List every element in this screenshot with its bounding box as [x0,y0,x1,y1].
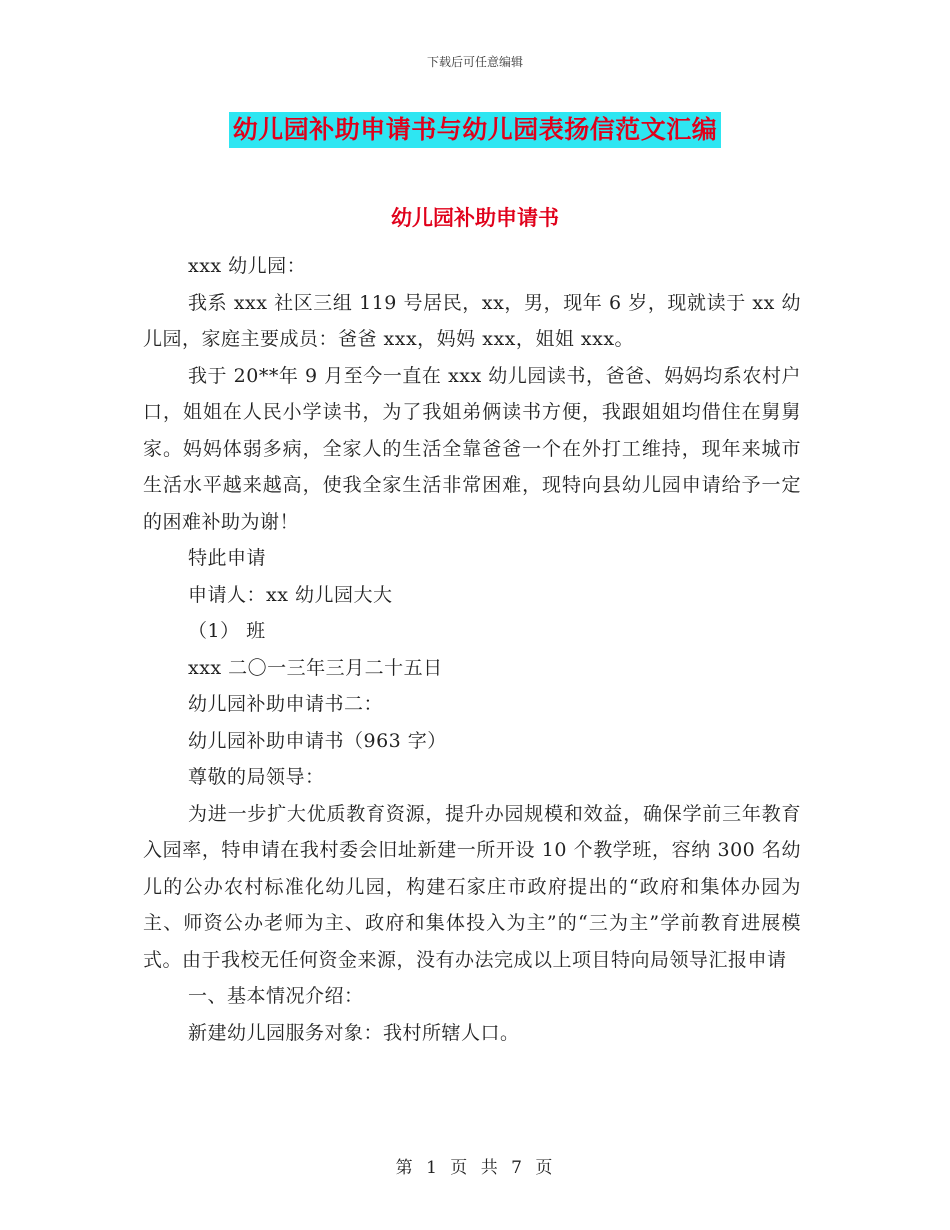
paragraph: 幼儿园补助申请书二： [188,693,384,715]
header-note: 下载后可任意编辑 [426,55,523,69]
section-title: 幼儿园补助申请书 [391,206,559,230]
document-title-text: 幼儿园补助申请书与幼儿园表扬信范文汇编 [229,112,722,148]
paragraph: xxx 二〇一三年三月二十五日 [188,656,443,679]
paragraph: 我于 20**年 9 月至今一直在 xxx 幼儿园读书，爸爸、妈妈均系农村户口，姐姐在人民小学读书，为了我姐弟俩读书方便，我跟姐姐均借住在舅舅家。妈妈体弱多病，全家人的生活全靠爸爸一个在外打工维持，现年来城市生活水平越来越高，使我全家生活非常困难，现特向县幼儿园申请给予一定的困难补助为谢！ [143,364,801,533]
paragraph: （1） 班 [188,620,266,642]
paragraph: 尊敬的局领导： [188,766,325,788]
document-title [0,112,950,148]
paragraph: 为进一步扩大优质教育资源，提升办园规模和效益，确保学前三年教育入园率，特申请在我村委会旧址新建一所开设 10 个教学班，容纳 300 名幼儿的公办农村标准化幼儿园，构建石家庄市政府提出的“政府和集体办园为主、师资公办老师为主、政府和集体投入为主”的“三为主”学前教育进展模式。由于我校无任何资金来源，没有办法完成以上项目特向局领导汇报申请 [143,802,801,971]
page-footer: 第 1 页 共 7 页 [395,1158,555,1178]
paragraph: xxx 幼儿园： [188,255,307,277]
paragraph: 特此申请 [188,547,267,569]
paragraph: 我系 xxx 社区三组 119 号居民，xx，男，现年 6 岁，现就读于 xx 幼儿园，家庭主要成员：爸爸 xxx，妈妈 xxx，姐姐 xxx。 [143,291,801,350]
paragraph: 一、基本情况介绍： [188,985,364,1007]
paragraph: 申请人：xx 幼儿园大大 [188,583,393,606]
paragraph: 新建幼儿园服务对象：我村所辖人口。 [188,1021,520,1044]
paragraph: 幼儿园补助申请书（963 字） [188,729,447,752]
document-body [143,248,801,1051]
